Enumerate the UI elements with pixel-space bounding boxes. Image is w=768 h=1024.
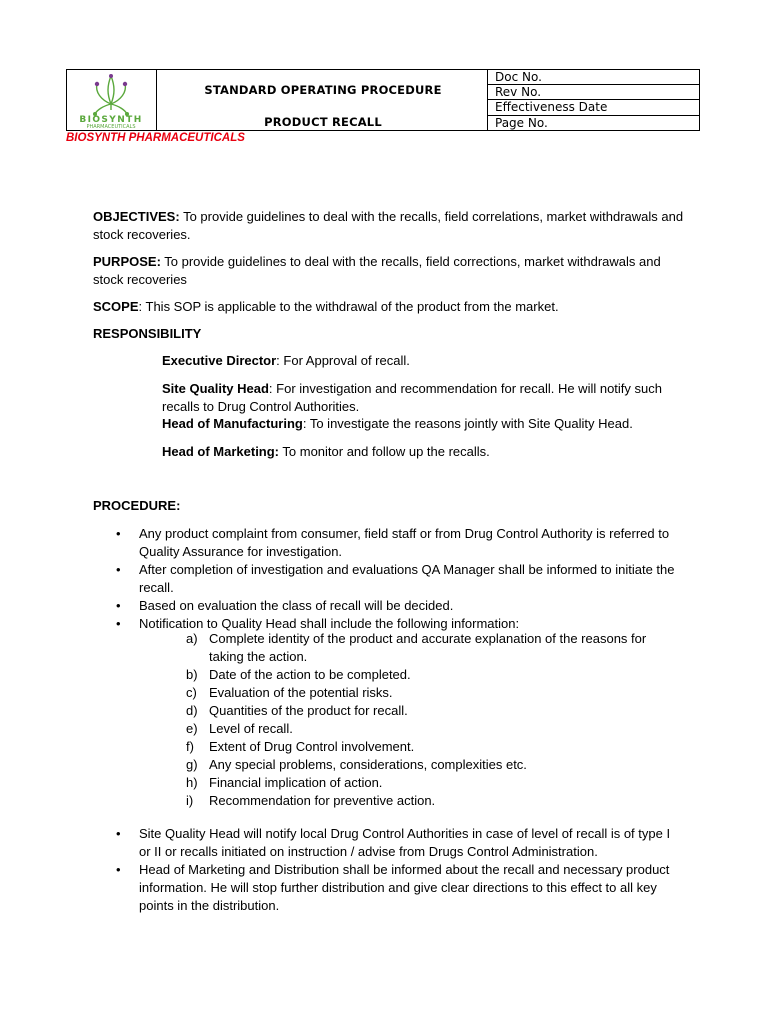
procedure-list-a (116, 525, 676, 633)
resp-head-manufacturing: Head of Manufacturing: To investigate the reasons jointly with Site Quality Head. (162, 416, 633, 431)
procedure-list-b (116, 825, 676, 915)
bullet-icon: • (116, 826, 121, 841)
sop-title: STANDARD OPERATING PROCEDURE (204, 83, 442, 97)
list-item: • Notification to Quality Head shall include the following information: (116, 616, 520, 631)
bullet-icon: • (116, 526, 121, 541)
bullet-icon: • (116, 616, 121, 631)
purpose-paragraph (93, 253, 693, 289)
bullet-icon: • (116, 862, 121, 877)
scope-paragraph (93, 298, 693, 316)
objectives-paragraph (93, 208, 693, 244)
meta-doc-no: Doc No. (488, 69, 700, 85)
scope-label: SCOPE (93, 299, 139, 314)
doc-meta-table (488, 69, 700, 131)
molecule-icon (95, 76, 127, 114)
resp-head-marketing: Head of Marketing: To monitor and follow up the recalls. (162, 444, 490, 459)
sop-subject: PRODUCT RECALL (264, 115, 382, 129)
biosynth-logo (67, 70, 155, 130)
list-item: i) Recommendation for preventive action. (186, 793, 436, 808)
bullet-icon: • (116, 562, 121, 577)
list-item: • After completion of investigation and evaluations QA Manager shall be informed to initiate the recall. (116, 562, 675, 595)
logo-cell (66, 69, 156, 131)
objectives-label: OBJECTIVES: (93, 209, 180, 224)
list-item: d) Quantities of the product for recall. (186, 703, 408, 718)
procedure-heading: PROCEDURE: (93, 498, 181, 513)
meta-page-no: Page No. (488, 115, 700, 131)
resp-site-quality-head: Site Quality Head: For investigation and recommendation for recall. He will notify such recalls to Drug Control Authorities. (162, 381, 662, 414)
list-item: h) Financial implication of action. (186, 775, 383, 790)
objectives-text: To provide guidelines to deal with the recalls, field correlations, market withdrawals and stock recoveries. (93, 209, 684, 242)
notification-sublist (186, 630, 656, 810)
list-item: a) Complete identity of the product and accurate explanation of the reasons for taking the action. (186, 631, 647, 664)
meta-rev-no: Rev No. (488, 84, 700, 100)
logo-subtext: PHARMACEUTICALS (86, 124, 136, 130)
list-item: b) Date of the action to be completed. (186, 667, 411, 682)
list-item: • Based on evaluation the class of recall will be decided. (116, 598, 454, 613)
list-item: • Site Quality Head will notify local Drug Control Authorities in case of level of recall is of type I or II or recalls initiated on instruction / advise from Drugs Control Administration. (116, 826, 671, 859)
title-cell (156, 69, 488, 131)
bullet-icon: • (116, 598, 121, 613)
company-name: BIOSYNTH PHARMACEUTICALS (66, 132, 245, 144)
list-item: c) Evaluation of the potential risks. (186, 685, 393, 700)
list-item: e) Level of recall. (186, 721, 293, 736)
responsibility-heading: RESPONSIBILITY (93, 326, 202, 341)
meta-effectiveness-date: Effectiveness Date (488, 99, 700, 116)
resp-executive-director: Executive Director: For Approval of recall. (162, 353, 410, 368)
logo-text: BIOSYNTH (79, 115, 143, 125)
list-item: g) Any special problems, considerations, complexities etc. (186, 757, 527, 772)
purpose-label: PURPOSE: (93, 254, 161, 269)
list-item: • Any product complaint from consumer, field staff or from Drug Control Authority is referred to Quality Assurance for investigation. (116, 526, 670, 559)
scope-text: : This SOP is applicable to the withdrawal of the product from the market. (138, 299, 559, 314)
purpose-text: To provide guidelines to deal with the recalls, field corrections, market withdrawals and stock recoveries (93, 254, 661, 287)
list-item: f) Extent of Drug Control involvement. (186, 739, 415, 754)
list-item: • Head of Marketing and Distribution shall be informed about the recall and necessary product information. He will stop further distribution and give clear directions to this effect to all key points in the distribution. (116, 862, 670, 913)
